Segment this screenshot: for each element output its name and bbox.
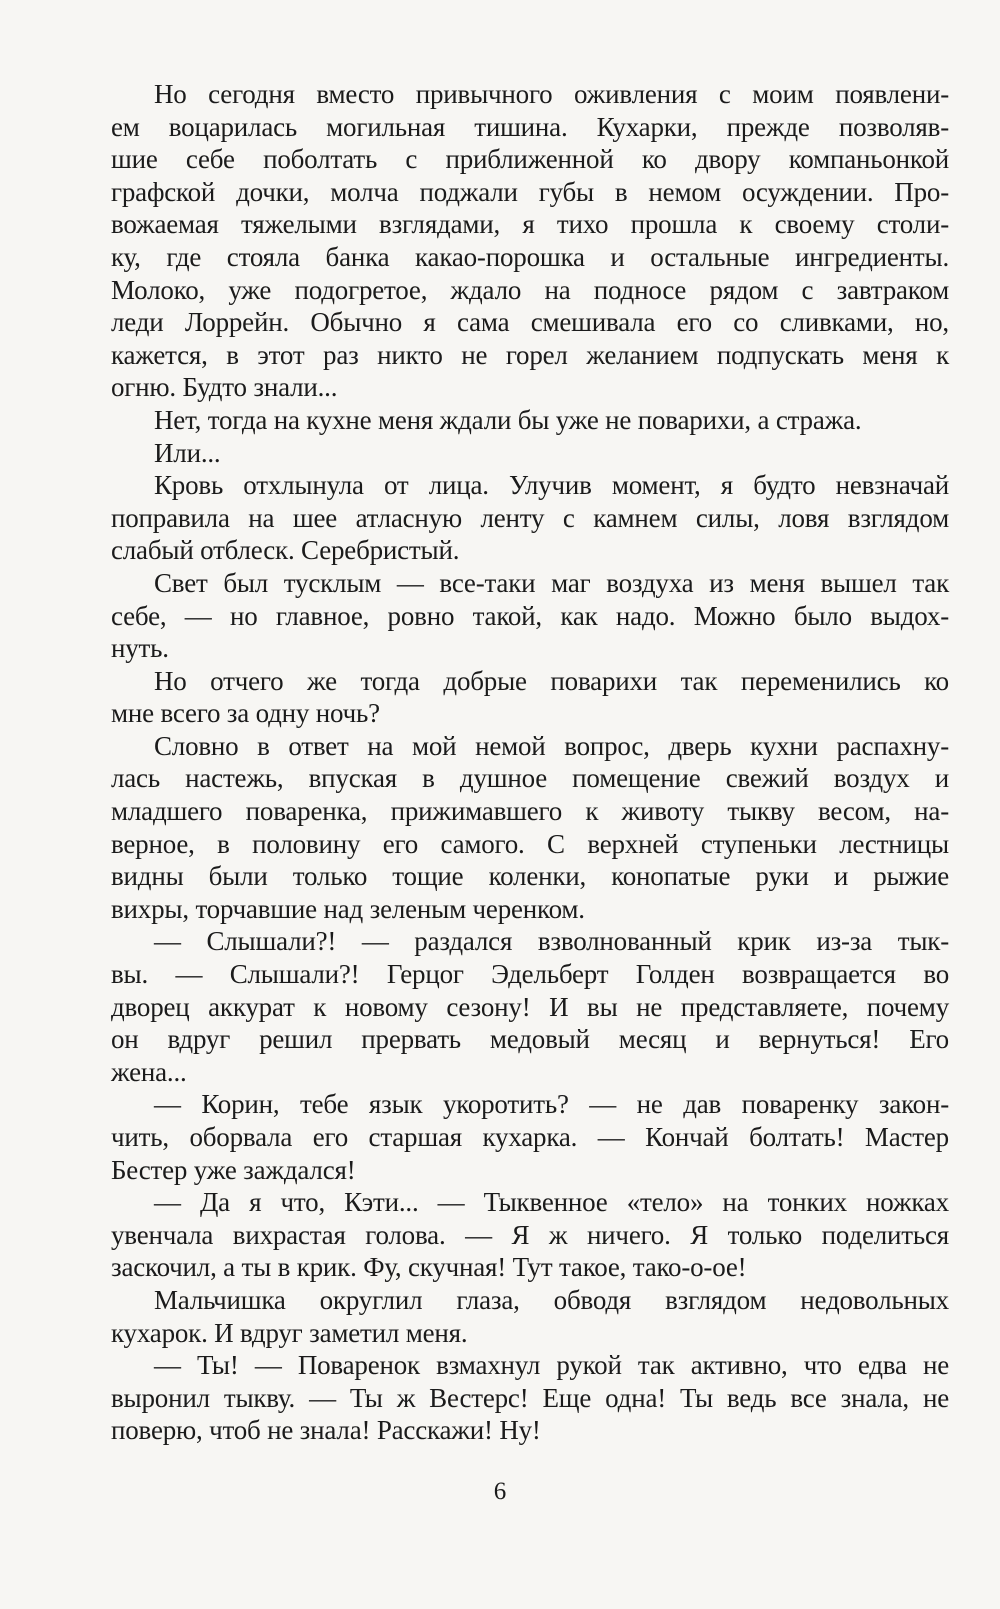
paragraph — [111, 1088, 949, 1186]
text-line: поправила на шее атласную ленту с камнем силы, ловя взглядом — [111, 502, 949, 533]
paragraph — [111, 1349, 949, 1447]
text-line: вы. — Слышали?! Герцог Эдельберт Голден возвращается во — [111, 959, 949, 990]
page-body-text — [111, 78, 949, 1447]
text-line: Но сегодня вместо привычного оживления с моим появлени- — [154, 79, 949, 109]
text-line: ем воцарилась могильная тишина. Кухарки, прежде позволяв- — [111, 111, 949, 142]
paragraph — [111, 1284, 949, 1349]
text-line: видны были только тощие коленки, конопатые руки и рыжие — [111, 861, 949, 892]
text-line: Или... — [154, 437, 221, 468]
text-line: верное, в половину его самого. С верхней ступеньки лестницы — [111, 828, 949, 859]
text-line: Мальчишка округлил глаза, обводя взглядом недовольных — [154, 1284, 949, 1315]
text-line: Словно в ответ на мой немой вопрос, дверь кухни распахну- — [154, 730, 949, 761]
page-number: 6 — [493, 1478, 507, 1505]
text-line: кухарок. И вдруг заметил меня. — [111, 1317, 468, 1348]
text-line: вихры, торчавшие над зеленым черенком. — [111, 893, 585, 924]
text-line: леди Лоррейн. Обычно я сама смешивала его со сливками, но, — [111, 307, 949, 338]
text-line: Но отчего же тогда добрые поварихи так переменились ко — [154, 665, 949, 696]
paragraph — [111, 665, 949, 730]
text-line: ку, где стояла банка какао-порошка и остальные ингредиенты. — [111, 241, 949, 272]
paragraph — [111, 730, 949, 926]
text-line: жена... — [111, 1056, 187, 1087]
text-line: поверю, чтоб не знала! Расскажи! Ну! — [111, 1415, 541, 1446]
text-line: кажется, в этот раз никто не горел желанием подпускать меня к — [111, 339, 949, 370]
text-line: огню. Будто знали... — [111, 372, 338, 403]
paragraph — [111, 78, 949, 404]
text-line: графской дочки, молча поджали губы в немом осуждении. Про- — [111, 176, 949, 207]
text-line: заскочил, а ты в крик. Фу, скучная! Тут такое, тако-о-ое! — [111, 1252, 747, 1283]
text-line: вожаемая тяжелыми взглядами, я тихо прошла к своему столи- — [111, 209, 949, 240]
text-line: — Да я что, Кэти... — Тыквенное «тело» на тонких ножках — [154, 1187, 949, 1218]
text-line: — Корин, тебе язык укоротить? — не дав поваренку закон- — [154, 1089, 949, 1120]
text-line: лась настежь, впуская в душное помещение свежий воздух и — [111, 763, 949, 794]
text-line: дворец аккурат к новому сезону! И вы не представляете, почему — [111, 991, 949, 1022]
paragraph — [111, 567, 949, 665]
paragraph — [111, 404, 949, 437]
text-line: Бестер уже заждался! — [111, 1154, 356, 1185]
text-line: слабый отблеск. Серебристый. — [111, 535, 460, 566]
text-line: — Ты! — Поваренок взмахнул рукой так активно, что едва не — [154, 1350, 949, 1381]
text-line: — Слышали?! — раздался взволнованный крик из-за тык- — [154, 926, 949, 957]
text-line: мне всего за одну ночь? — [111, 698, 380, 729]
text-line: нуть. — [111, 633, 169, 664]
text-line: Нет, тогда на кухне меня ждали бы уже не поварихи, а стража. — [154, 404, 862, 435]
paragraph — [111, 925, 949, 1088]
text-line: себе, — но главное, ровно такой, как надо. Можно было выдох- — [111, 600, 949, 631]
paragraph — [111, 437, 949, 470]
text-line: увенчала вихрастая голова. — Я ж ничего. Я только поделиться — [111, 1219, 949, 1250]
text-line: Свет был тусклым — все-таки маг воздуха из меня вышел так — [154, 567, 949, 598]
text-line: Молоко, уже подогретое, ждало на подносе рядом с завтраком — [111, 274, 949, 305]
paragraph — [111, 469, 949, 567]
text-line: выронил тыкву. — Ты ж Вестерс! Еще одна! Ты ведь все знала, не — [111, 1382, 949, 1413]
paragraph — [111, 1186, 949, 1284]
text-line: чить, оборвала его старшая кухарка. — Кончай болтать! Мастер — [111, 1122, 949, 1152]
text-line: он вдруг решил прервать медовый месяц и вернуться! Его — [111, 1024, 949, 1055]
text-line: шие себе поболтать с приближенной ко двору компаньонкой — [111, 144, 949, 175]
text-line: младшего поваренка, прижимавшего к животу тыкву весом, на- — [111, 796, 949, 827]
text-line: Кровь отхлынула от лица. Улучив момент, я будто невзначай — [154, 470, 949, 501]
